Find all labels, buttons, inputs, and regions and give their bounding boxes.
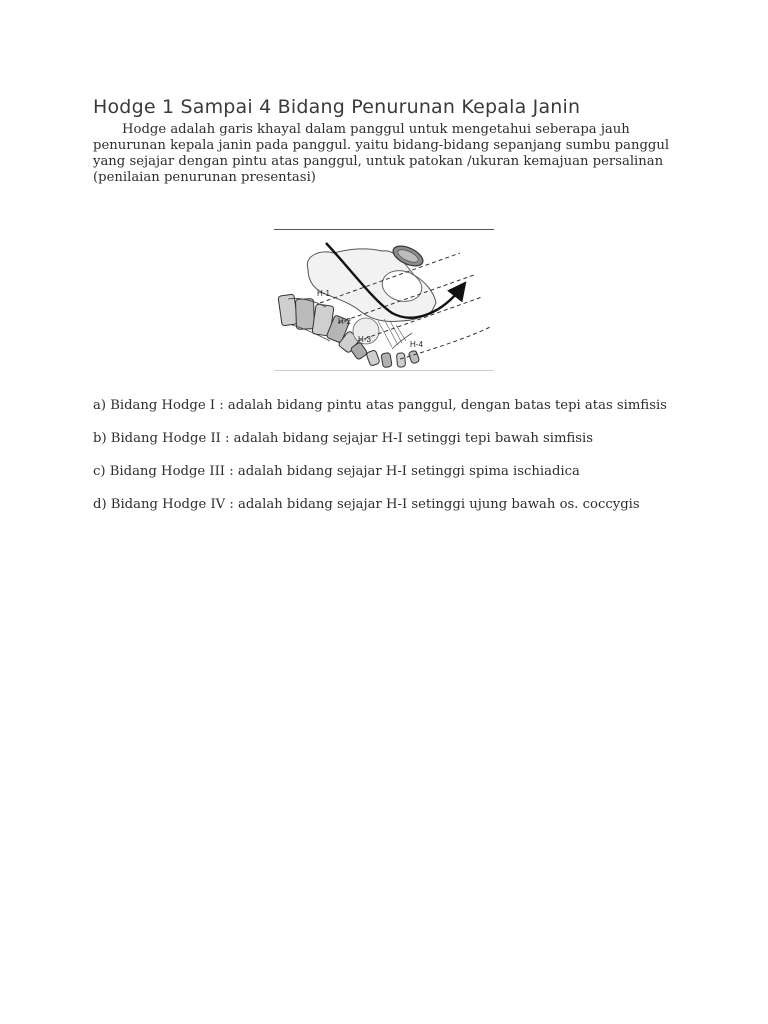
label-h3: H-3 — [358, 335, 371, 344]
label-h4: H-4 — [410, 340, 423, 349]
pelvis-illustration — [274, 229, 494, 371]
list-item: b) Bidang Hodge II : adalah bidang sejajar H-I setinggi tepi bawah simfisis — [93, 431, 594, 446]
intro-paragraph: Hodge adalah garis khayal dalam panggul untuk mengetahui seberapa jauh penurunan kepala janin pada panggul. yaitu bidang-bidang sepanjang sumbu panggul yang sejajar dengan pintu atas panggul, untuk patokan /ukuran kemajuan persalinan (penilaian penurunan presentasi) — [93, 122, 670, 185]
hodge-planes-figure — [274, 229, 494, 371]
hodge-plane-definitions — [93, 398, 713, 530]
label-h2: H-2 — [338, 317, 351, 326]
list-item: a) Bidang Hodge I : adalah bidang pintu atas panggul, dengan batas tepi atas simfisis — [93, 398, 667, 413]
list-item: c) Bidang Hodge III : adalah bidang sejajar H-I setinggi spima ischiadica — [93, 464, 580, 479]
figure-bottom-rule — [274, 370, 494, 371]
list-item: d) Bidang Hodge IV : adalah bidang sejajar H-I setinggi ujung bawah os. coccygis — [93, 497, 640, 512]
page-title: Hodge 1 Sampai 4 Bidang Penurunan Kepala Janin — [93, 96, 581, 118]
label-h1: H-1 — [317, 289, 330, 298]
